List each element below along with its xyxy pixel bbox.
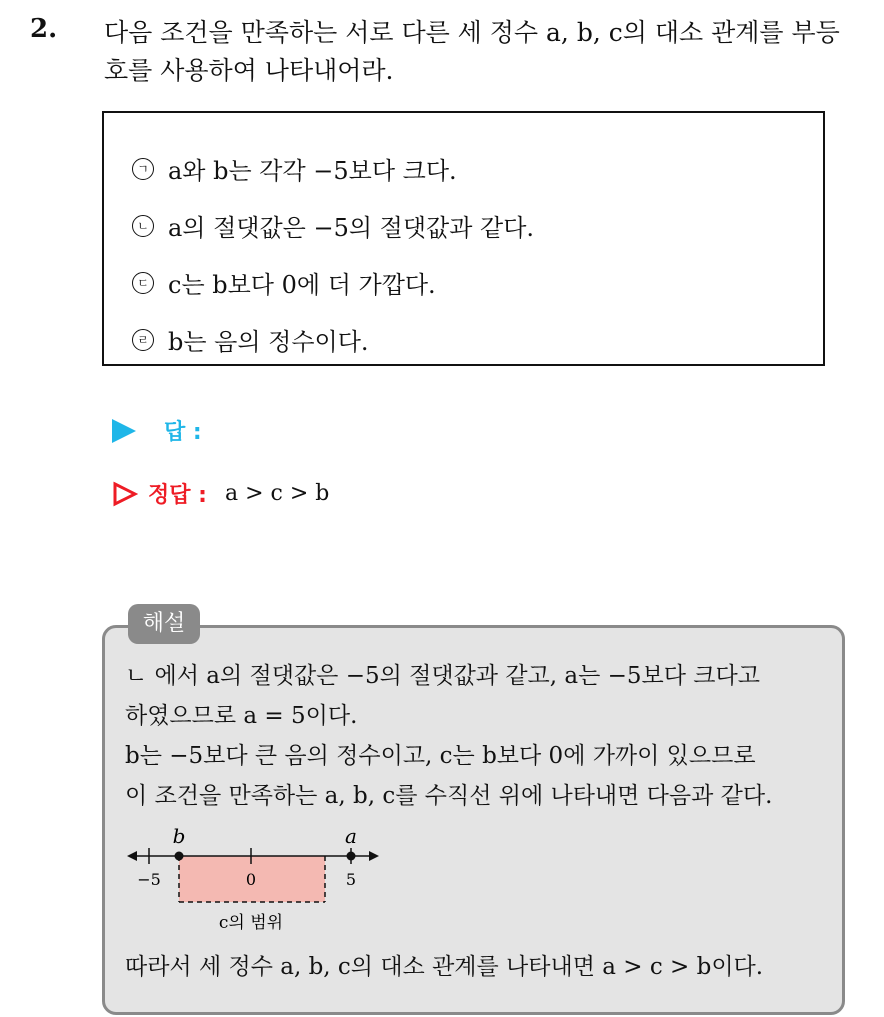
explanation-line: 하였으므로 a = 5이다. [125, 703, 358, 729]
play-triangle-icon [112, 419, 136, 443]
explanation-line: b는 −5보다 큰 음의 정수이고, c는 b보다 0에 가까이 있으므로 [125, 743, 756, 769]
point-b [175, 852, 184, 861]
explanation-line: 이 조건을 만족하는 a, b, c를 수직선 위에 나타내면 다음과 같다. [125, 783, 773, 809]
condition-4 [132, 322, 369, 357]
axis-left-arrow [127, 851, 137, 861]
condition-mark: ㄷ [132, 272, 154, 294]
correct-answer-row [112, 478, 329, 509]
condition-3 [132, 265, 436, 300]
question-text-line2: 호를 사용하여 나타내어라. [104, 56, 394, 85]
condition-mark: ㄱ [132, 158, 154, 180]
tick-label-0: 0 [245, 870, 257, 889]
condition-text: a와 b는 각각 −5보다 크다. [168, 157, 457, 185]
condition-text: a의 절댓값은 −5의 절댓값과 같다. [168, 214, 535, 242]
explanation-conclusion: 따라서 세 정수 a, b, c의 대소 관계를 나타내면 a > c > b이다. [125, 954, 764, 980]
tick-label-5: 5 [345, 870, 357, 889]
explanation-box [102, 625, 845, 1015]
point-label-b: b [172, 828, 186, 848]
question-text-line1: 다음 조건을 만족하는 서로 다른 세 정수 a, b, c의 대소 관계를 부등 [104, 18, 840, 47]
question-number: 2. [30, 14, 58, 44]
explanation-tag: 해설 [128, 604, 200, 644]
point-label-a: a [345, 828, 357, 848]
range-label: c의 범위 [218, 913, 284, 933]
question-text [104, 14, 864, 90]
explanation-text [125, 656, 835, 816]
conditions-box [102, 111, 825, 366]
answer-row [112, 415, 202, 446]
condition-mark: ㄴ [132, 215, 154, 237]
answer-label: 답 : [164, 420, 202, 445]
number-line-diagram [123, 828, 383, 938]
axis-right-arrow [369, 851, 379, 861]
tick-label-minus5: −5 [137, 870, 161, 889]
correct-answer-label: 정답 : [148, 483, 207, 508]
explanation-line: ㄴ 에서 a의 절댓값은 −5의 절댓값과 같고, a는 −5보다 크다고 [125, 663, 760, 689]
outline-triangle-icon [112, 481, 138, 507]
point-a [347, 852, 356, 861]
condition-text: b는 음의 정수이다. [168, 328, 369, 356]
condition-2 [132, 208, 534, 243]
correct-answer-value: a > c > b [224, 481, 330, 506]
condition-1 [132, 151, 457, 186]
condition-mark: ㄹ [132, 329, 154, 351]
condition-text: c는 b보다 0에 더 가깝다. [168, 271, 436, 299]
